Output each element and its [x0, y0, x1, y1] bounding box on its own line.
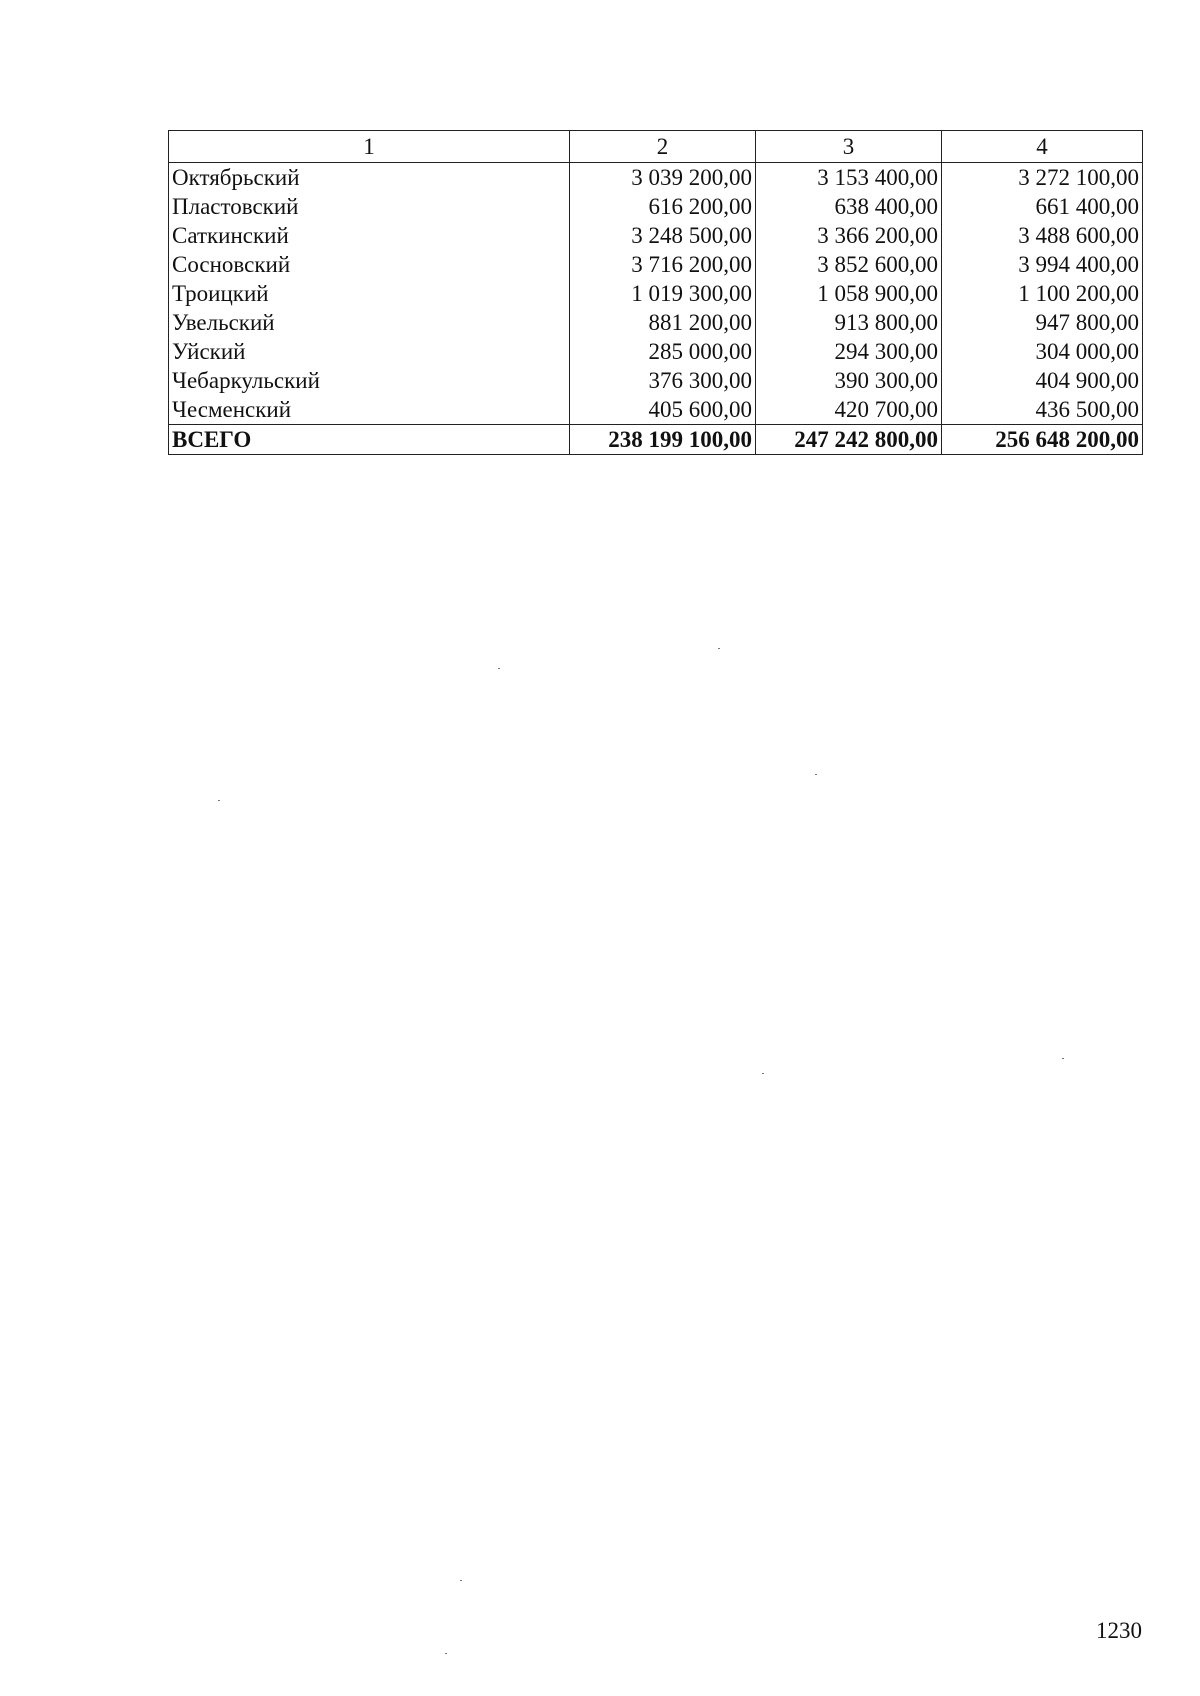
table-row — [169, 192, 1143, 221]
value-col-3: 638 400,00 — [756, 192, 942, 221]
column-header-2: 2 — [570, 131, 756, 163]
value-col-4: 3 272 100,00 — [942, 163, 1143, 193]
value-col-4: 947 800,00 — [942, 308, 1143, 337]
header-row — [169, 131, 1143, 163]
value-col-4: 436 500,00 — [942, 395, 1143, 425]
value-col-2: 405 600,00 — [570, 395, 756, 425]
table-row — [169, 395, 1143, 425]
district-name: Увельский — [169, 308, 570, 337]
value-col-4: 661 400,00 — [942, 192, 1143, 221]
total-col-2: 238 199 100,00 — [570, 425, 756, 455]
value-col-2: 616 200,00 — [570, 192, 756, 221]
value-col-2: 376 300,00 — [570, 366, 756, 395]
district-name: Чебаркульский — [169, 366, 570, 395]
scan-speck — [718, 648, 720, 649]
value-col-2: 285 000,00 — [570, 337, 756, 366]
budget-table — [168, 130, 1143, 455]
column-header-1: 1 — [169, 131, 570, 163]
column-header-3: 3 — [756, 131, 942, 163]
value-col-2: 881 200,00 — [570, 308, 756, 337]
value-col-3: 3 852 600,00 — [756, 250, 942, 279]
value-col-3: 1 058 900,00 — [756, 279, 942, 308]
district-name: Октябрьский — [169, 163, 570, 193]
value-col-3: 3 153 400,00 — [756, 163, 942, 193]
table-row — [169, 366, 1143, 395]
value-col-4: 404 900,00 — [942, 366, 1143, 395]
district-name: Троицкий — [169, 279, 570, 308]
scan-speck — [815, 774, 817, 775]
table-row — [169, 221, 1143, 250]
value-col-3: 390 300,00 — [756, 366, 942, 395]
district-name: Уйский — [169, 337, 570, 366]
total-label: ВСЕГО — [169, 425, 570, 455]
scan-speck — [762, 1073, 764, 1074]
district-name: Чесменский — [169, 395, 570, 425]
value-col-2: 1 019 300,00 — [570, 279, 756, 308]
value-col-2: 3 248 500,00 — [570, 221, 756, 250]
value-col-2: 3 716 200,00 — [570, 250, 756, 279]
value-col-3: 913 800,00 — [756, 308, 942, 337]
scan-speck — [445, 1653, 447, 1654]
value-col-3: 3 366 200,00 — [756, 221, 942, 250]
table-row — [169, 279, 1143, 308]
total-row — [169, 425, 1143, 455]
value-col-4: 1 100 200,00 — [942, 279, 1143, 308]
total-col-3: 247 242 800,00 — [756, 425, 942, 455]
scan-speck — [460, 1580, 462, 1581]
district-name: Пластовский — [169, 192, 570, 221]
value-col-3: 420 700,00 — [756, 395, 942, 425]
table-row — [169, 337, 1143, 366]
value-col-4: 3 994 400,00 — [942, 250, 1143, 279]
scan-speck — [1062, 1058, 1064, 1059]
table-row — [169, 250, 1143, 279]
value-col-4: 304 000,00 — [942, 337, 1143, 366]
district-name: Сосновский — [169, 250, 570, 279]
value-col-4: 3 488 600,00 — [942, 221, 1143, 250]
page-number: 1230 — [1096, 1618, 1142, 1643]
scan-speck — [498, 668, 500, 669]
value-col-3: 294 300,00 — [756, 337, 942, 366]
column-header-4: 4 — [942, 131, 1143, 163]
total-col-4: 256 648 200,00 — [942, 425, 1143, 455]
district-name: Саткинский — [169, 221, 570, 250]
scan-speck — [218, 800, 220, 801]
table-row — [169, 163, 1143, 193]
value-col-2: 3 039 200,00 — [570, 163, 756, 193]
table-row — [169, 308, 1143, 337]
